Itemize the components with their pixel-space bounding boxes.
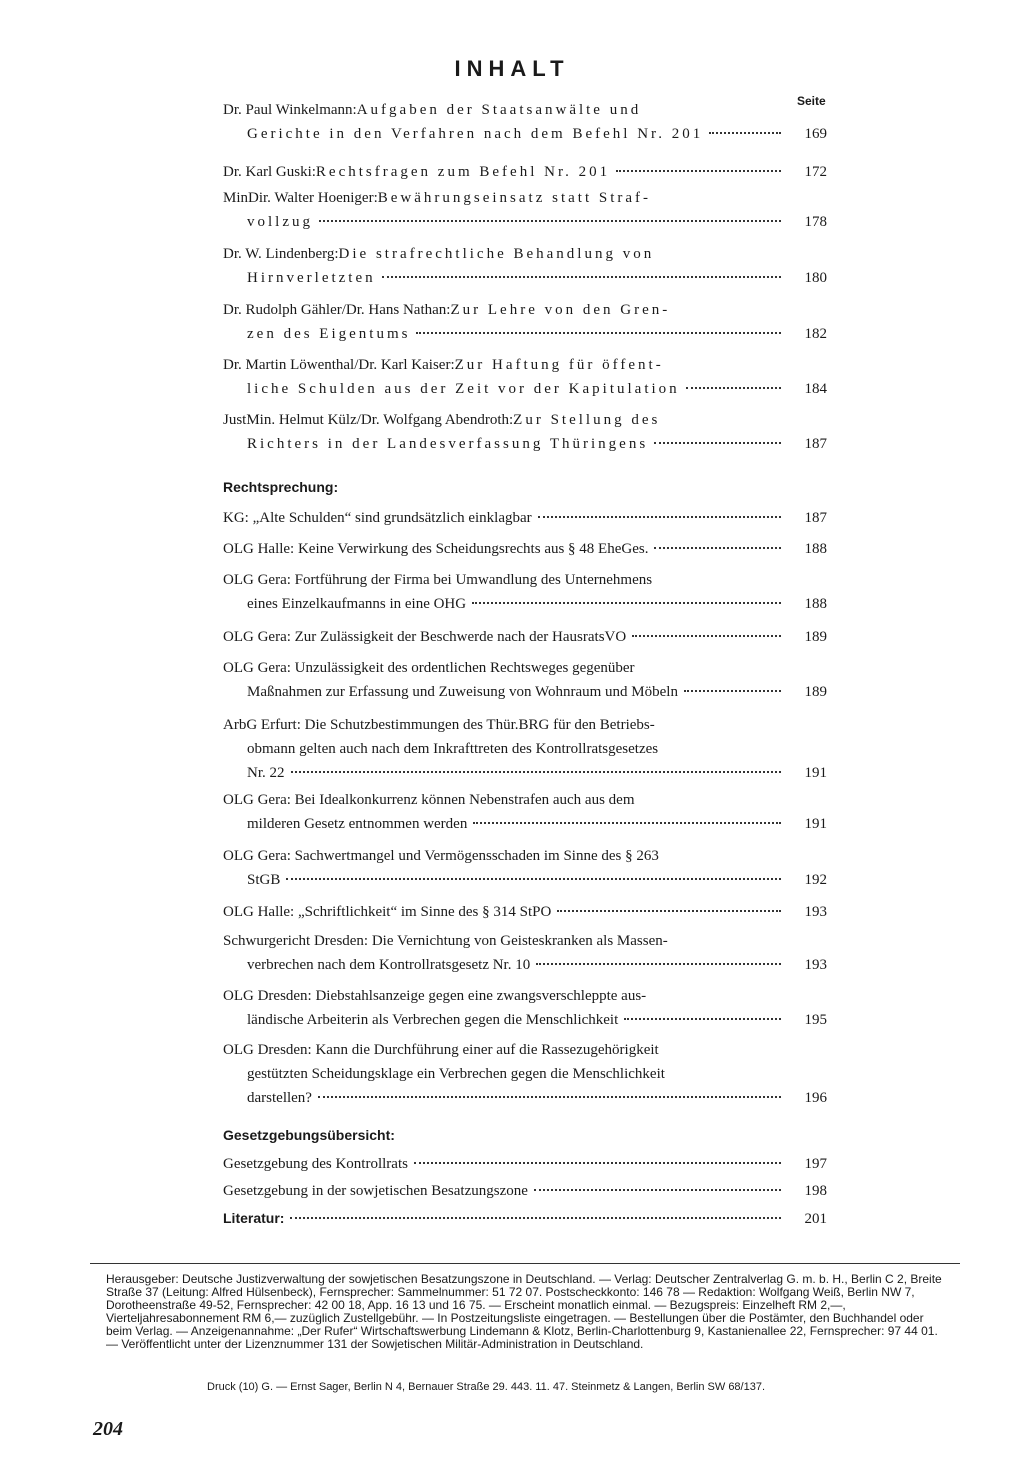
toc-entry	[223, 506, 827, 530]
entry-page: 189	[804, 684, 827, 700]
toc-line	[223, 186, 785, 210]
seite-label: Seite	[797, 94, 826, 108]
section-heading-gesetzgebung: Gesetzgebungsübersicht:	[223, 1127, 395, 1143]
entry-author: JustMin. Helmut Külz/Dr. Wolfgang Abendroth:	[223, 412, 514, 428]
entry-text: OLG Gera: Zur Zulässigkeit der Beschwerde nach der HausratsVO	[223, 629, 627, 645]
dot-leader	[286, 878, 781, 880]
toc-entry	[223, 1179, 827, 1203]
entry-text: obmann gelten auch nach dem Inkrafttreten des Kontrollratsgesetzes	[247, 741, 659, 757]
entry-text: Maßnahmen zur Erfassung und Zuweisung von Wohnraum und Möbeln	[247, 684, 678, 700]
entry-author: Dr. Rudolph Gähler/Dr. Hans Nathan:	[223, 302, 451, 318]
toc-entry	[223, 844, 827, 892]
entry-title: Richters in der Landesverfassung Thüringens	[247, 436, 649, 452]
entry-text: verbrechen nach dem Kontrollratsgesetz Nr. 10	[247, 957, 531, 973]
entry-text: ländische Arbeiterin als Verbrechen gegen die Menschlichkeit	[247, 1012, 619, 1028]
toc-entry	[223, 788, 827, 836]
dot-leader	[319, 220, 781, 222]
toc-line	[223, 761, 827, 785]
toc-line	[223, 98, 785, 122]
printer-line: Druck (10) G. — Ernst Sager, Berlin N 4, Bernauer Straße 29. 443. 11. 47. Steinmetz & Langen, Berlin SW 68/137.	[207, 1381, 766, 1393]
dot-leader	[654, 547, 781, 549]
toc-line	[223, 868, 827, 892]
toc-entry	[223, 929, 827, 977]
entry-text: milderen Gesetz entnommen werden	[247, 816, 468, 832]
entry-page: 192	[804, 872, 827, 888]
dot-leader	[709, 132, 781, 134]
dot-leader	[382, 276, 781, 278]
toc-line	[223, 122, 827, 146]
toc-line	[223, 210, 827, 234]
entry-page: 169	[804, 126, 827, 142]
toc-line	[223, 266, 827, 290]
entry-page: 178	[804, 214, 827, 230]
toc-entry	[223, 408, 827, 456]
entry-text: KG: „Alte Schulden“ sind grundsätzlich einklagbar	[223, 510, 532, 526]
entry-text: eines Einzelkaufmanns in eine OHG	[247, 596, 467, 612]
entry-page: 180	[804, 270, 827, 286]
dot-leader	[686, 387, 781, 389]
entry-page: 193	[804, 957, 827, 973]
dot-leader	[557, 910, 781, 912]
dot-leader	[654, 442, 781, 444]
toc-line	[223, 1152, 827, 1176]
entry-page: 188	[804, 596, 827, 612]
toc-entry	[223, 353, 827, 401]
entry-page: 196	[804, 1090, 827, 1106]
entry-text: OLG Dresden: Diebstahlsanzeige gegen eine zwangsverschleppte aus-	[223, 988, 647, 1004]
dot-leader	[616, 170, 781, 172]
entry-text: OLG Dresden: Kann die Durchführung einer auf die Rassezugehörigkeit	[223, 1042, 659, 1058]
entry-title: Zur Stellung des	[513, 412, 661, 428]
dot-leader	[290, 1217, 781, 1219]
toc-line	[223, 953, 827, 977]
toc-line	[223, 1038, 827, 1062]
toc-line	[223, 1086, 827, 1110]
entry-page: 189	[804, 629, 827, 645]
entry-title: Zur Haftung für öffent-	[454, 357, 664, 373]
toc-line	[223, 506, 827, 530]
toc-line	[223, 625, 827, 649]
toc-line	[223, 408, 785, 432]
toc-line	[223, 900, 827, 924]
imprint-text: Herausgeber: Deutsche Justizverwaltung der sowjetischen Besatzungszone in Deutschland. — Verlag: Deutscher Zentralverlag G. m. b. H., Berlin C 2, Breite Straße 37 (Leitung: Alfred Hülsenbeck), Fernsprecher: Sammelnummer: 51 72 07. Postscheckkonto: 146 78 — Redaktion: Wolfgang Weiß, Berlin NW 7, Dorotheenstraße 49-52, Fernsprecher: 42 00 18, App. 16 13 und 16 75. — Erscheint monatlich einmal. — Bezugspreis: Einzelheft RM 2,—, Vierteljahresabonnement RM 6,— zuzüglich Zustellgebühr. — In Postzeitungsliste eingetragen. — Bestellungen über die Postämter, den Buchhandel oder beim Verlag. — Anzeigenannahme: „Der Rufer“ Wirtschaftswerbung Lindemann & Klotz, Berlin-Charlottenburg 9, Kastanienallee 22, Fernsprecher: 97 44 01. — Veröffentlicht unter der Lizenznummer 131 der Sowjetischen Militär-Administration in Deutschland.	[106, 1272, 942, 1351]
entry-text: OLG Gera: Unzulässigkeit des ordentlichen Rechtsweges gegenüber	[223, 660, 635, 676]
entry-text: ArbG Erfurt: Die Schutzbestimmungen des Thür.BRG für den Betriebs-	[223, 717, 655, 733]
entry-author: MinDir. Walter Hoeniger:	[223, 190, 378, 206]
dot-leader	[414, 1162, 781, 1164]
toc-entry-literatur	[223, 1206, 827, 1230]
entry-page: 187	[804, 436, 827, 452]
toc-line	[223, 377, 827, 401]
entry-page: 184	[804, 381, 827, 397]
entry-page: 188	[804, 541, 827, 557]
entry-author: Dr. Paul Winkelmann:	[223, 102, 357, 118]
toc-line	[223, 1062, 827, 1086]
toc-line	[223, 844, 827, 868]
toc-entry	[223, 98, 827, 146]
literatur-label: Literatur:	[223, 1210, 285, 1226]
entry-title: zen des Eigentums	[247, 326, 411, 342]
entry-title: Die strafrechtliche Behandlung von	[338, 246, 655, 262]
toc-line	[223, 568, 827, 592]
divider	[90, 1263, 960, 1264]
toc-line	[223, 1206, 827, 1230]
entry-page: 172	[804, 164, 827, 180]
entry-text: Nr. 22	[247, 765, 285, 781]
toc-entry	[223, 568, 827, 616]
dot-leader	[472, 602, 781, 604]
dot-leader	[624, 1018, 781, 1020]
dot-leader	[632, 635, 781, 637]
toc-line	[223, 812, 827, 836]
toc-line	[223, 1008, 827, 1032]
entry-title: Gerichte in den Verfahren nach dem Befehl Nr. 201	[247, 126, 704, 142]
toc-entry	[223, 984, 827, 1032]
entry-page: 195	[804, 1012, 827, 1028]
toc-entry	[223, 900, 827, 924]
entry-text: gestützten Scheidungsklage ein Verbrechen gegen die Menschlichkeit	[247, 1066, 665, 1082]
toc-line	[223, 322, 827, 346]
entry-page: 198	[804, 1183, 827, 1199]
toc-line	[223, 1179, 827, 1203]
dot-leader	[473, 822, 781, 824]
toc-line	[223, 984, 827, 1008]
entry-title: Zur Lehre von den Gren-	[450, 302, 671, 318]
toc-line	[223, 432, 827, 456]
entry-text: Gesetzgebung des Kontrollrats	[223, 1156, 408, 1172]
entry-title: vollzug	[247, 214, 313, 230]
entry-author: Dr. W. Lindenberg:	[223, 246, 339, 262]
entry-page: 191	[804, 816, 827, 832]
page-number: 204	[93, 1418, 123, 1440]
dot-leader	[534, 1189, 781, 1191]
entry-text: OLG Halle: „Schriftlichkeit“ im Sinne des § 314 StPO	[223, 904, 552, 920]
entry-page: 197	[804, 1156, 827, 1172]
toc-line	[223, 680, 827, 704]
entry-title: Aufgaben der Staatsanwälte und	[356, 102, 642, 118]
entry-text: Gesetzgebung in der sowjetischen Besatzungszone	[223, 1183, 528, 1199]
toc-entry	[223, 298, 827, 346]
entry-text: OLG Gera: Sachwertmangel und Vermögensschaden im Sinne des § 263	[223, 848, 659, 864]
dot-leader	[318, 1096, 781, 1098]
toc-entry	[223, 1152, 827, 1176]
entry-page: 193	[804, 904, 827, 920]
toc-line	[223, 242, 785, 266]
toc-line	[223, 713, 827, 737]
entry-text: OLG Gera: Bei Idealkonkurrenz können Nebenstrafen auch aus dem	[223, 792, 635, 808]
entry-page: 187	[804, 510, 827, 526]
entry-text: Schwurgericht Dresden: Die Vernichtung von Geisteskranken als Massen-	[223, 933, 668, 949]
dot-leader	[291, 771, 782, 773]
entry-text: OLG Halle: Keine Verwirkung des Scheidungsrechts aus § 48 EheGes.	[223, 541, 649, 557]
entry-page: 191	[804, 765, 827, 781]
toc-line	[223, 160, 827, 184]
dot-leader	[416, 332, 781, 334]
entry-text: darstellen?	[247, 1090, 312, 1106]
toc-line	[223, 592, 827, 616]
toc-line	[223, 788, 827, 812]
entry-text: StGB	[247, 872, 281, 888]
toc-entry	[223, 1038, 827, 1110]
entry-page: 182	[804, 326, 827, 342]
toc-entry	[223, 625, 827, 649]
entry-title: liche Schulden aus der Zeit vor der Kapitulation	[247, 381, 680, 397]
toc-line	[223, 929, 827, 953]
toc-entry	[223, 656, 827, 704]
toc-entry	[223, 713, 827, 785]
entry-author: Dr. Karl Guski:	[223, 164, 316, 180]
entry-title: Hirnverletzten	[247, 270, 376, 286]
section-heading-rechtsprechung: Rechtsprechung:	[223, 479, 339, 495]
toc-entry	[223, 160, 827, 184]
toc-line	[223, 737, 827, 761]
dot-leader	[536, 963, 781, 965]
toc-entry	[223, 186, 827, 234]
entry-text: OLG Gera: Fortführung der Firma bei Umwandlung des Unternehmens	[223, 572, 653, 588]
page-title: INHALT	[454, 56, 570, 81]
entry-title: Rechtsfragen zum Befehl Nr. 201	[315, 164, 611, 180]
toc-entry	[223, 537, 827, 561]
entry-title: Bewährungseinsatz statt Straf-	[377, 190, 652, 206]
toc-line	[223, 298, 785, 322]
entry-page: 201	[804, 1211, 827, 1227]
toc-line	[223, 656, 827, 680]
toc-line	[223, 537, 827, 561]
entry-author: Dr. Martin Löwenthal/Dr. Karl Kaiser:	[223, 357, 455, 373]
dot-leader	[538, 516, 781, 518]
toc-entry	[223, 242, 827, 290]
toc-line	[223, 353, 785, 377]
dot-leader	[684, 690, 781, 692]
